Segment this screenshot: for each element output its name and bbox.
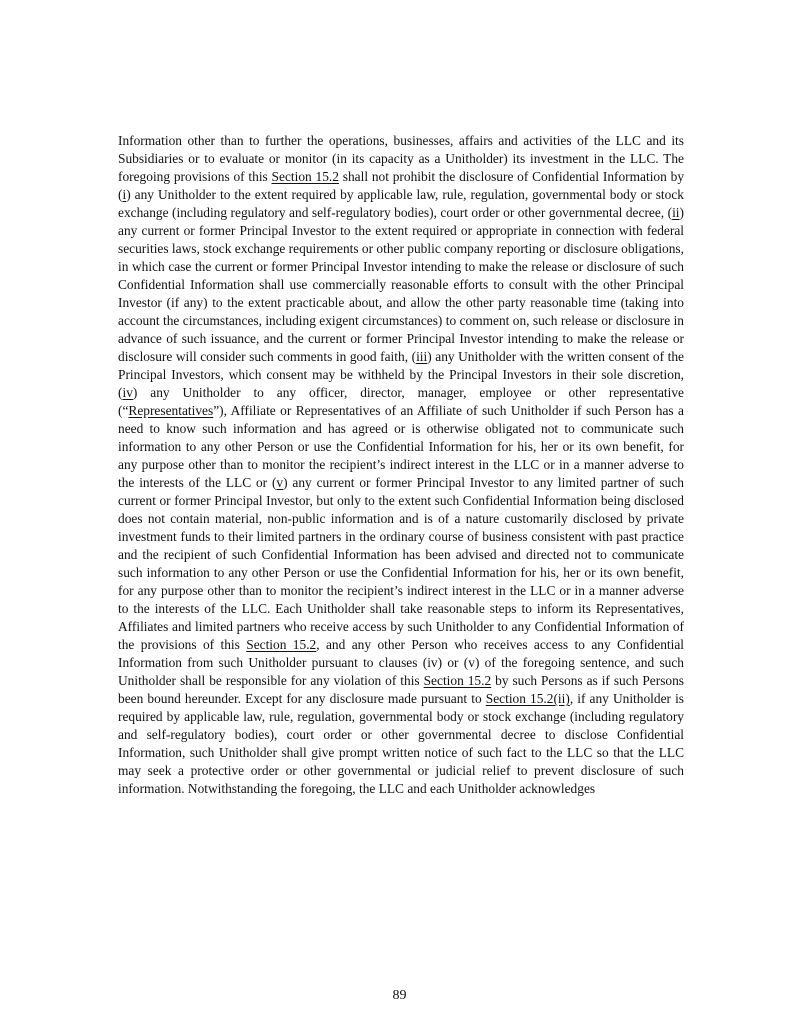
cross-reference: Section 15.2 <box>271 169 339 184</box>
text-run: ”), Affiliate or Representatives of an Affiliate of such Unitholder if such Person has a need to know such information and has agreed or is otherwise obligated not to communicate such information to any other Person or use the Confidential Information for his, her or its own benefit, for any purpose other than to monitor the recipient’s indirect interest in the LLC or in a manner adverse to the interests of the LLC or ( <box>118 403 684 490</box>
cross-reference: ii <box>672 205 680 220</box>
cross-reference: i <box>122 187 127 202</box>
cross-reference: Section 15.2 <box>423 673 492 688</box>
text-run: , and any other Person who receives access to any Confidential Information from such Unitholder pursuant to clauses (iv) or (v) of the foregoing sentence, and such Unitholder shall be responsible for any violation of this <box>118 637 684 688</box>
text-run: ) any Unitholder to the extent required by applicable law, rule, regulation, governmental body or stock exchange (including regulatory and self-regulatory bodies), court order or other governmental decree, ( <box>118 187 684 220</box>
cross-reference: Representatives <box>128 403 214 418</box>
body-paragraph <box>118 132 684 798</box>
cross-reference: Section 15.2 <box>246 637 317 652</box>
text-run: Information other than to further the operations, businesses, affairs and activities of the LLC and its Subsidiaries or to evaluate or monitor (in its capacity as a Unitholder) its investment in the LLC. The foregoing provisions of this <box>118 133 684 184</box>
text-run: ) any current or former Principal Investor to any limited partner of such current or former Principal Investor, but only to the extent such Confidential Information being disclosed does not contain material, non-public information and is of a nature customarily disclosed by private investment funds to their limited partners in the ordinary course of business consistent with past practice and the recipient of such Confidential Information has been advised and directed not to communicate such information to any other Person or use the Confidential Information for his, her or its own benefit, for any purpose other than to monitor the recipient’s indirect interest in the LLC or in a manner adverse to the interests of the LLC. Each Unitholder shall take reasonable steps to inform its Representatives, Affiliates and limited partners who receive access by such Unitholder to any Confidential Information of the provisions of this <box>118 475 684 652</box>
cross-reference: Section 15.2(ii) <box>485 691 570 706</box>
text-run: shall not prohibit the disclosure of Confidential Information by ( <box>118 169 685 202</box>
text-run: ) any Unitholder with the written consent of the Principal Investors, which consent may be withheld by the Principal Investors in their sole discretion, ( <box>118 349 684 400</box>
page-number: 89 <box>392 988 407 1003</box>
cross-reference: iii <box>416 349 428 364</box>
text-run: , if any Unitholder is required by applicable law, rule, regulation, governmental body or stock exchange (including regulatory and self-regulatory bodies), court order or other governmental decree to disclose Confidential Information, such Unitholder shall give prompt written notice of such fact to the LLC so that the LLC may seek a protective order or other governmental or judicial relief to prevent disclosure of such information. Notwithstanding the foregoing, the LLC and each Unitholder acknowledges <box>118 691 685 796</box>
cross-reference: v <box>276 475 284 490</box>
text-run: by such Persons as if such Persons been bound hereunder. Except for any disclosure made pursuant to <box>118 673 685 706</box>
cross-reference: iv <box>122 385 133 400</box>
text-run: ) any current or former Principal Investor to the extent required or appropriate in connection with federal securities laws, stock exchange requirements or other public company reporting or disclosure obligations, in which case the current or former Principal Investor intending to make the release or disclosure of such Confidential Information shall use commercially reasonable efforts to consult with the other Principal Investor (if any) to the extent practicable about, and allow the other party reasonable time (taking into account the circumstances, including exigent circumstances) to comment on, such release or disclosure in advance of such issuance, and the current or former Principal Investor intending to make the release or disclosure will consider such comments in good faith, ( <box>118 205 684 364</box>
text-run: ) any Unitholder to any officer, director, manager, employee or other representative (“ <box>118 385 684 418</box>
